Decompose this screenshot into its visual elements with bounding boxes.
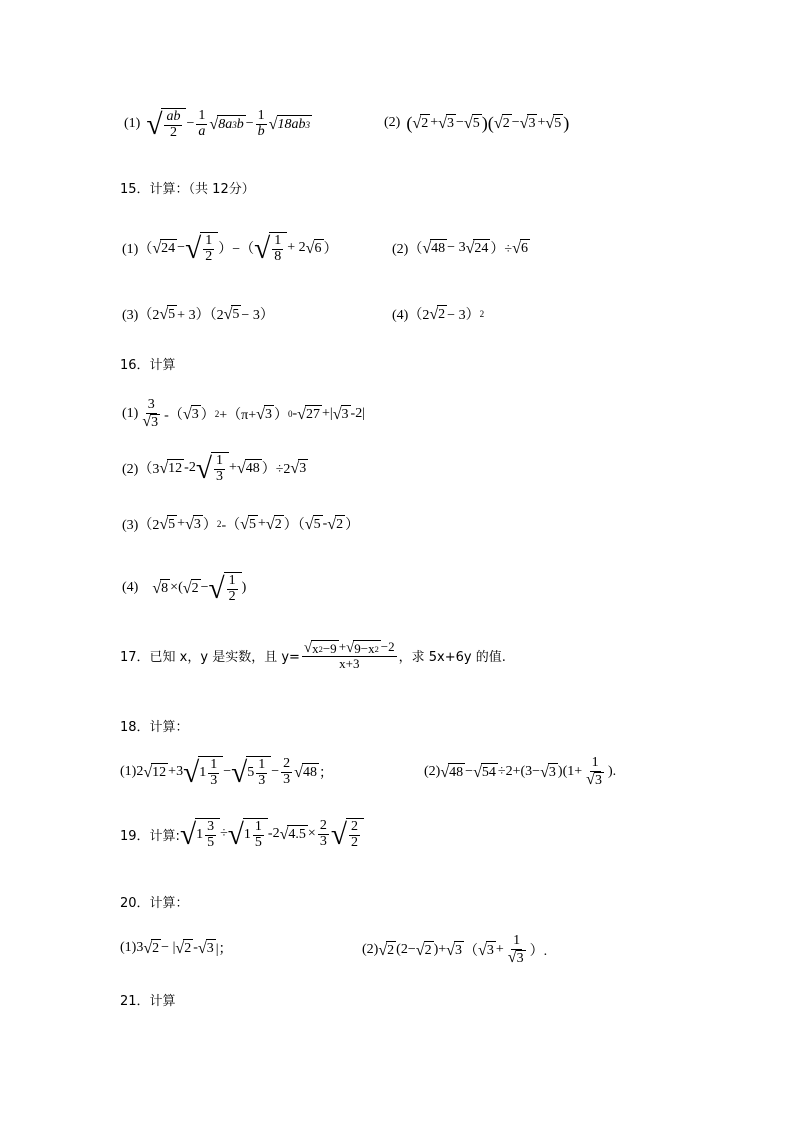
frac-num: 1	[228, 573, 236, 588]
rad-text: 18ab	[277, 117, 306, 133]
rad-text: 5	[313, 517, 321, 532]
exponent: 2	[374, 643, 379, 654]
rad-text: 3	[486, 943, 494, 959]
frac-num: 1	[257, 108, 265, 123]
rad-text: 3	[594, 772, 602, 788]
operator: ）÷	[490, 242, 513, 257]
problem-14-1	[124, 108, 312, 140]
item-label: (1)	[124, 116, 141, 132]
problem-18-1: (1)2 √ 12 +3 √ 1 $\frac{1}{3}$ − √ 5 $\frac{1}{3}$ − $\frac{2}{3}$ √ 48 ；	[120, 756, 334, 789]
frac-den: 5	[207, 834, 215, 850]
operator: ）÷2	[261, 462, 291, 478]
frac-den: 3	[319, 833, 327, 849]
rad-text: 3	[299, 461, 307, 477]
rad-text: 3	[151, 414, 159, 430]
exponent: 0	[287, 409, 293, 420]
frac-den: 8	[274, 248, 282, 264]
operator: − 3）	[241, 308, 274, 323]
frac-num: ab	[166, 109, 181, 124]
operator: −	[271, 764, 280, 780]
rad-text: 48	[303, 765, 318, 781]
minus-sign: −	[511, 115, 520, 131]
rad-text: 2	[438, 307, 446, 322]
question-16-title: 16．计算	[120, 358, 176, 373]
rad-text: 48	[449, 765, 464, 781]
item-label: (1)	[122, 406, 139, 422]
operator: ）−（	[218, 242, 255, 258]
frac-den: 2	[169, 124, 177, 140]
rad-text: 3	[446, 116, 454, 132]
rad-text: 2	[424, 943, 432, 959]
item-label: (2)（	[392, 242, 423, 257]
operator: ）	[200, 408, 215, 424]
frac-den: 2	[350, 834, 358, 850]
question-21-title: 21．计算	[120, 994, 176, 1009]
operator: ×(	[170, 580, 183, 596]
question-18-title: 18．计算：	[120, 720, 189, 735]
rad-text: 3	[341, 407, 349, 423]
frac-num: 1	[513, 933, 521, 948]
operator: )(1+	[557, 764, 583, 780]
operator: -	[292, 406, 298, 422]
sqrt-8a3b: √ 8a 3 b	[209, 116, 244, 134]
frac-den: 3	[215, 468, 223, 484]
operator: ).	[607, 764, 617, 780]
item-label: (1)（	[122, 242, 153, 258]
operator: ÷2+(3−	[497, 764, 541, 780]
rad-text: 5	[554, 116, 562, 132]
plus-sign: +	[430, 115, 439, 131]
problem-16-1: (1) 3 √ 3 -（ √ 3 ） 2 +（π+ √ 3 ） 0 - √ 27 +| √ 3 -2|	[122, 397, 366, 431]
operator: (2−	[396, 942, 416, 958]
operator: ）	[345, 518, 360, 533]
rad-text: 5	[248, 517, 256, 532]
operator: +	[495, 942, 504, 958]
rad-text: 2	[184, 941, 192, 956]
frac-den: 5	[254, 834, 262, 850]
item-label: (3)（2	[122, 518, 160, 533]
item-label: (1)3	[120, 940, 144, 955]
rad-text: 3	[193, 517, 201, 532]
rad-text: 48	[431, 241, 446, 256]
problem-15-1: (1)（ √ 24 − √ $\frac{1}{2}$ ）−（ √ $\frac{1}{8}$ + 2 √ 6 ）	[122, 232, 338, 265]
operator: -（	[221, 518, 241, 533]
sqrt-18ab3: √ 18ab 3	[268, 116, 311, 134]
problem-14-2: (2) ( √ 2 + √ 3 − √ 5 )( √ 2 − √ 3 + √ 5 )	[384, 113, 570, 133]
sqrt-ab-over-2: √ $\frac{ab}{2}$	[146, 108, 186, 140]
rad-text: −9	[322, 641, 337, 657]
operator: -（	[164, 408, 183, 424]
operator: （	[463, 944, 478, 960]
operator: -	[193, 940, 198, 955]
operator: -2	[184, 460, 196, 476]
exponent: 2	[216, 519, 222, 529]
rad-text: 4.5	[288, 827, 306, 843]
problem-16-4: (4) √ 8 ×( √ 2 − √ $\frac{1}{2}$ )	[122, 572, 247, 605]
rad-text: 8	[161, 581, 169, 597]
operator: −	[223, 764, 232, 780]
exponent: 2	[214, 409, 220, 420]
rad-text: 3	[206, 941, 214, 956]
problem-15-4: (4)（2 √ 2 − 3） 2	[392, 305, 485, 323]
operator: +	[257, 516, 266, 531]
rad-text: 3	[516, 950, 524, 966]
problem-20-1: (1)3 √ 2 − | √ 2 - √ 3 |；	[120, 939, 233, 957]
problem-16-2: (2)（3 √ 12 -2 √ $\frac{1}{3}$ + √ 48 ）÷2 √ 3	[122, 452, 307, 485]
problem-16-3: (3)（2 √ 5 + √ 3 ） 2 -（ √ 5 + √ 2 ）（ √ 5 - √ 2 ）	[122, 515, 360, 533]
rad-text: 3	[191, 407, 199, 423]
item-label: (4)	[122, 580, 139, 596]
frac-num: 1	[591, 755, 599, 770]
exponent: 2	[479, 309, 485, 319]
rad-text: 48	[245, 461, 260, 477]
operator: )+	[433, 942, 447, 958]
operator: +|	[322, 406, 333, 422]
operator: −	[177, 240, 186, 256]
frac-num: 1	[254, 819, 262, 834]
exponent: 3	[232, 120, 237, 131]
rad-text: x	[312, 641, 319, 657]
operator: ）.	[529, 944, 548, 960]
exponent: 2	[318, 643, 323, 654]
rad-text: 3	[454, 943, 462, 959]
item-label: (2)	[384, 115, 401, 131]
rad-text: 2	[152, 941, 160, 956]
frac-num: 2	[283, 756, 291, 771]
rad-text: 12	[168, 461, 183, 477]
item-label: (4)（2	[392, 308, 430, 323]
rad-text: 2	[336, 517, 344, 532]
rad-text: 5	[168, 517, 176, 532]
problem-15-3: (3)（2 √ 5 + 3）（2 √ 5 − 3）	[122, 305, 274, 323]
operator: )	[241, 580, 247, 596]
question-20-title: 20．计算：	[120, 896, 189, 911]
rad-text: 3	[528, 116, 536, 132]
frac-num: 3	[207, 819, 215, 834]
minus-sign: −	[245, 116, 254, 132]
frac-den: 3	[210, 772, 218, 788]
whole-part: 1	[243, 827, 251, 843]
plus-sign: +	[338, 639, 347, 654]
operator: ÷	[220, 826, 228, 842]
frac-den: b	[257, 123, 265, 139]
rad-text: 8a	[218, 117, 233, 133]
operator: |；	[215, 942, 233, 957]
question-text: 19．计算:	[120, 828, 180, 844]
frac-num: 1	[215, 453, 223, 468]
operator: − 3	[447, 240, 466, 255]
rad-text: 54	[481, 765, 496, 781]
item-label: (2)（3	[122, 462, 160, 478]
rad-text: 3	[548, 765, 556, 781]
minus-sign: −	[186, 116, 195, 132]
frac-num: 1	[198, 108, 206, 123]
whole-part: 5	[247, 765, 255, 781]
question-17: 17．已知 x，y 是实数，且 y= √ x 2 −9 + √ 9−x 2 −2 x+3 ，求 5x+6y 的值.	[120, 639, 506, 671]
rad-text: 24	[161, 241, 176, 257]
operator: -2|	[350, 406, 366, 422]
frac-den: a	[198, 123, 206, 139]
frac-num: 3	[147, 397, 155, 412]
rad-text: 5	[472, 116, 480, 132]
frac-num: 1	[274, 233, 282, 248]
rad-text: 6	[314, 241, 322, 257]
item-label: (3)（2	[122, 308, 160, 323]
operator: +	[177, 516, 186, 531]
frac-num: 1	[210, 757, 218, 772]
rad-text: 5	[232, 307, 240, 322]
frac-num: 2	[350, 819, 358, 834]
frac-den: 2	[228, 588, 236, 604]
item-label: (2)	[424, 764, 441, 780]
operator: −	[200, 580, 209, 596]
frac-num: 2	[319, 818, 327, 833]
operator: + 2	[287, 240, 306, 256]
whole-part: 1	[199, 765, 207, 781]
exponent: 3	[305, 120, 311, 131]
rad-text: 6	[520, 241, 528, 256]
rad-text: b	[236, 117, 244, 133]
operator: ）	[202, 518, 217, 533]
question-text: 17．已知 x，y 是实数，且 y=	[120, 649, 300, 665]
operator: − |	[161, 940, 176, 955]
operator: −	[465, 764, 474, 780]
operator: ×	[307, 826, 316, 842]
item-label: (1)2	[120, 764, 144, 780]
frac-num: 1	[205, 233, 213, 248]
rad-text: 27	[306, 407, 320, 423]
plus-sign: +	[537, 115, 546, 131]
rad-text: 5	[168, 307, 176, 322]
operator: ）	[273, 408, 288, 424]
operator: +	[228, 460, 237, 476]
rad-text: 2	[387, 943, 395, 959]
rad-text: 2	[274, 517, 282, 532]
problem-18-2: (2) √ 48 − √ 54 ÷2+(3− √ 3 )(1+ 1 √ 3 ).	[424, 755, 617, 789]
operator: + 3）（2	[177, 308, 224, 323]
operator: +3	[168, 764, 184, 780]
whole-part: 1	[196, 827, 204, 843]
rad-text: 2	[191, 581, 199, 597]
rad-text: −2	[380, 639, 395, 654]
frac-den: 3	[258, 772, 266, 788]
rad-text: 24	[474, 241, 489, 256]
item-label: (2)	[362, 942, 379, 958]
operator: ）	[323, 242, 338, 258]
operator: − 3）	[447, 308, 480, 323]
minus-sign: −	[455, 115, 464, 131]
question-text: ，求 5x+6y 的值.	[398, 649, 506, 665]
operator: -2	[267, 826, 280, 842]
question-15-title: 15．计算：（共 12分）	[120, 182, 255, 197]
rad-text: 12	[152, 765, 167, 781]
frac-den: x+3	[339, 655, 360, 671]
rad-text: 2	[502, 116, 510, 132]
rad-text: 3	[264, 407, 272, 423]
operator: +（π+	[219, 408, 257, 424]
question-19: 19．计算: √ 1 $\frac{3}{5}$ ÷ √ 1 $\frac{1}{5}$ -2 √ 4.5 × $\frac{2}{3}$ √ $\frac{2}{2}$	[120, 818, 364, 850]
rad-text: 2	[421, 116, 429, 132]
frac-den: 3	[283, 771, 291, 787]
problem-20-2: (2) √ 2 (2− √ 2 )+ √ 3 （ √ 3 + 1 √ 3 ）.	[362, 933, 548, 967]
frac-num: 1	[258, 757, 266, 772]
operator: -	[322, 516, 328, 531]
operator: ）（	[283, 518, 305, 533]
operator: ；	[319, 766, 334, 782]
rad-text: 9−x	[354, 641, 375, 657]
problem-15-2: (2)（ √ 48 − 3 √ 24 ）÷ √ 6	[392, 239, 528, 257]
frac-den: 2	[205, 248, 213, 264]
